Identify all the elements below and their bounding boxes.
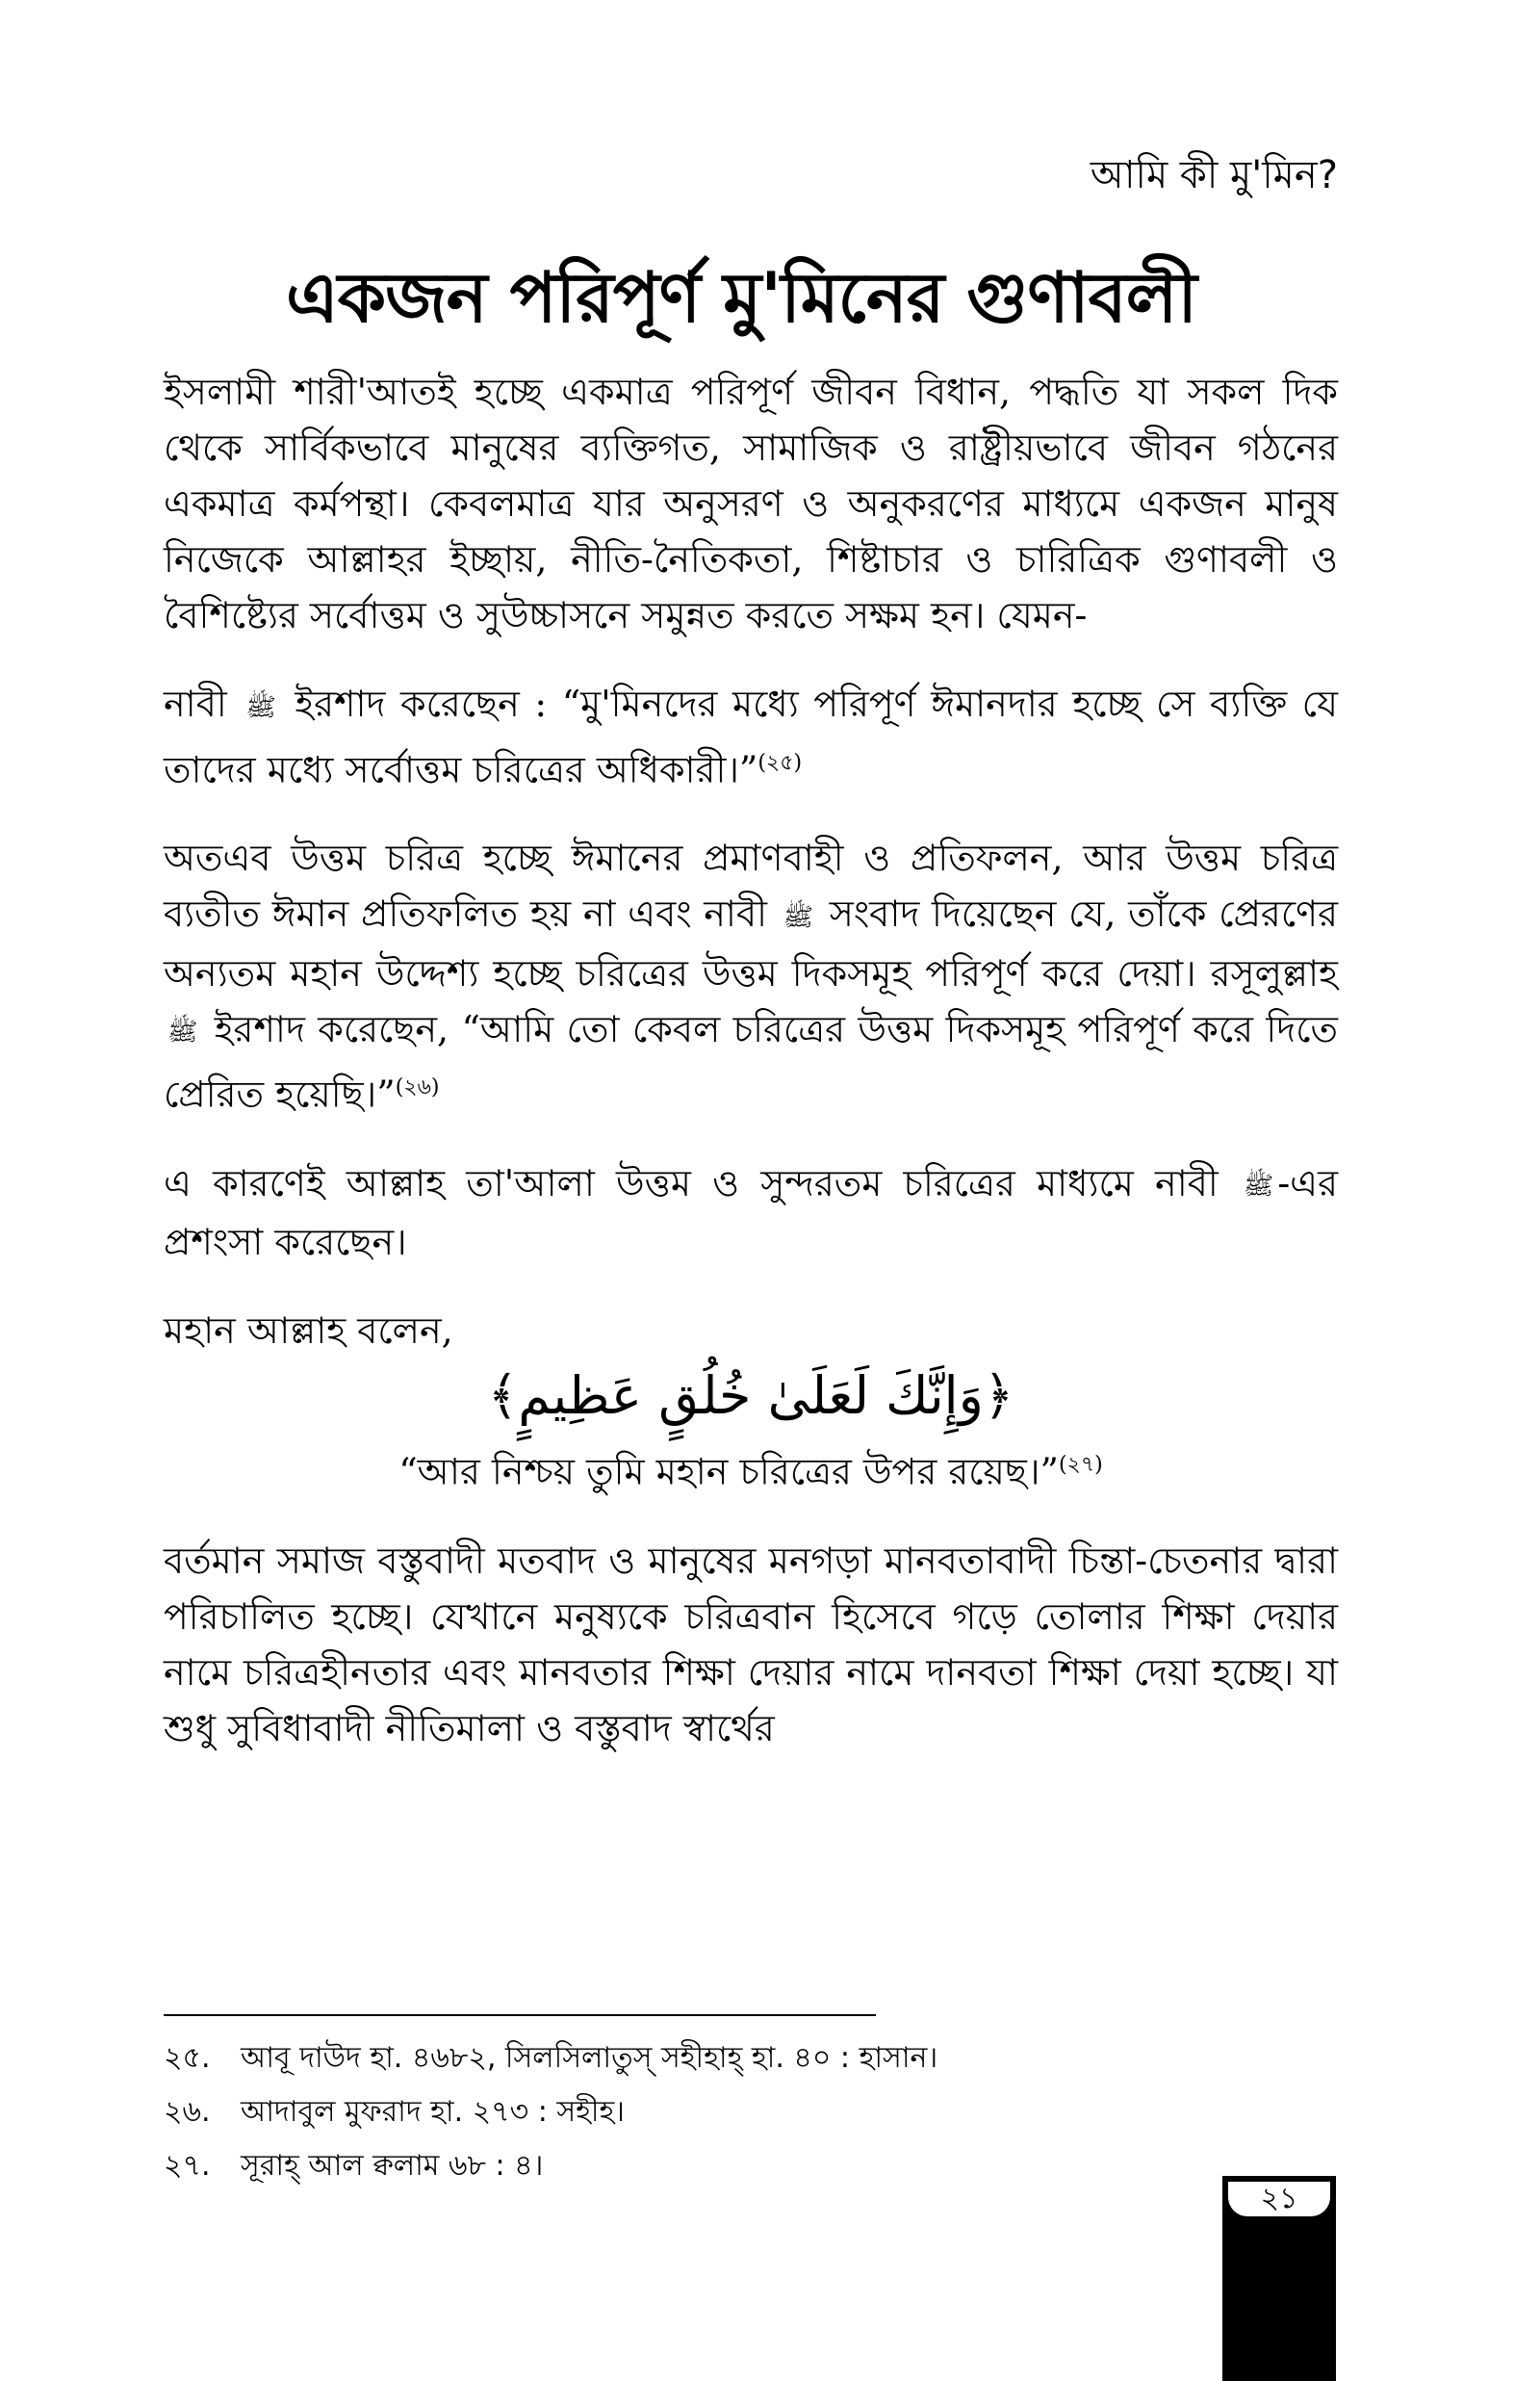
page-number: ২১: [1228, 2182, 1330, 2216]
footnote-number: ২৬.: [164, 2095, 211, 2129]
footnote-divider: [164, 2014, 876, 2016]
praise-paragraph: [164, 1155, 1338, 1271]
translation-text: “আর নিশ্চয় তুমি মহান চরিত্রের উপর রয়েছ।”: [398, 1450, 1059, 1493]
footnote-ref: (২৭): [1058, 1453, 1103, 1478]
footnote-item: [164, 2139, 1319, 2193]
character-paragraph: [164, 830, 1338, 1123]
footnote-item: [164, 2032, 1319, 2085]
verse-translation: [164, 1437, 1338, 1500]
footnote-number: ২৭.: [164, 2149, 211, 2183]
running-head: আমি কী মু'মিন?: [1090, 153, 1338, 197]
paragraph-intro: ইসলামী শারী'আতই হচ্ছে একমাত্র পরিপূর্ণ জীবন বিধান, পদ্ধতি যা সকল দিক থেকে সার্বিকভাবে মানুষের ব্যক্তিগত, সামাজিক ও রাষ্ট্রীয়ভাবে জীবন গঠনের একমাত্র কর্মপন্থা। কেবলমাত্র যার অনুসরণ ও অনুকরণের মাধ্যমে একজন মানুষ নিজেকে আল্লাহর ইচ্ছায়, নীতি-নৈতিকতা, শিষ্টাচার ও চারিত্রিক গুণাবলী ও বৈশিষ্ট্যের সর্বোত্তম ও সুউচ্চাসনে সমুন্নত করতে সক্ষম হন। যেমন-: [164, 371, 1338, 636]
footnote-ref: (২৫): [757, 750, 803, 775]
hadith-after: ইরশাদ করেছেন : “মু'মিনদের মধ্যে পরিপূর্ণ ঈমানদার হচ্ছে সে ব্যক্তি যে তাদের মধ্যে সর্বোত্তম চরিত্রের অধিকারী।”: [164, 683, 1338, 791]
footnote-ref: (২৬): [395, 1075, 440, 1100]
footnote-number: ২৫.: [164, 2041, 211, 2075]
footnote-item: [164, 2085, 1319, 2139]
honorific-icon: ﷺ: [1243, 1172, 1274, 1202]
hadith-before: নাবী: [164, 683, 227, 725]
honorific-icon: ﷺ: [245, 692, 276, 722]
char-part3: ইরশাদ করেছেন, “আমি তো কেবল চরিত্রের উত্তম দিকসমূহ পরিপূর্ণ করে দিতে প্রেরিত হয়েছি।”: [164, 1007, 1338, 1116]
arabic-verse: ﴿وَإِنَّكَ لَعَلَىٰ خُلُقٍ عَظِيمٍ﴾: [487, 1365, 1014, 1427]
footnotes: [164, 2032, 1319, 2193]
society-paragraph: বর্তমান সমাজ বস্তুবাদী মতবাদ ও মানুষের মনগড়া মানবতাবাদী চিন্তা-চেতনার দ্বারা পরিচালিত হচ্ছে। যেখানে মনুষ্যকে চরিত্রবান হিসেবে গড়ে তোলার শিক্ষা দেয়ার নামে চরিত্রহীনতার এবং মানবতার শিক্ষা দেয়ার নামে দানবতা শিক্ষা দেয়া হচ্ছে। যা শুধু সুবিধাবাদী নীতিমালা ও বস্তুবাদ স্বার্থের: [164, 1539, 1338, 1749]
footnote-text: আদাবুল মুফরাদ হা. ২৭৩ : সহীহ।: [241, 2095, 626, 2129]
body-text: [164, 364, 1338, 1789]
page-title: একজন পরিপূর্ণ মু'মিনের গুণাবলী: [286, 257, 1196, 338]
hadith-paragraph: [164, 676, 1338, 797]
praise-part2: -এর প্রশংসা করেছেন।: [164, 1161, 1338, 1264]
page-number-tab: [1222, 2176, 1336, 2381]
char-part1: অতএব উত্তম চরিত্র হচ্ছে ঈমানের প্রমাণবাহী ও প্রতিফলন, আর উত্তম চরিত্র ব্যতীত ঈমান প্রতিফলিত হয় না এবং নাবী: [164, 837, 1338, 936]
honorific-icon: ﷺ: [167, 1018, 198, 1048]
footnote-text: সূরাহ্ আল ক্বলাম ৬৮ : ৪।: [241, 2149, 544, 2183]
char-part2: সংবাদ দিয়েছেন যে, তাঁকে প্রেরণের অন্যতম মহান উদ্দেশ্য হচ্ছে চরিত্রের উত্তম দিকসমূহ পরিপূর্ণ করে দেয়া। রসূলুল্লাহ: [164, 893, 1338, 995]
footnote-text: আবূ দাউদ হা. ৪৬৮২, সিলসিলাতুস্ সহীহাহ্ হা. ৪০ : হাসান।: [241, 2041, 938, 2075]
intro-line: মহান আল্লাহ বলেন,: [164, 1309, 453, 1353]
praise-part1: এ কারণেই আল্লাহ তা'আলা উত্তম ও সুন্দরতম চরিত্রের মাধ্যমে নাবী: [164, 1161, 1219, 1204]
honorific-icon: ﷺ: [783, 902, 814, 932]
